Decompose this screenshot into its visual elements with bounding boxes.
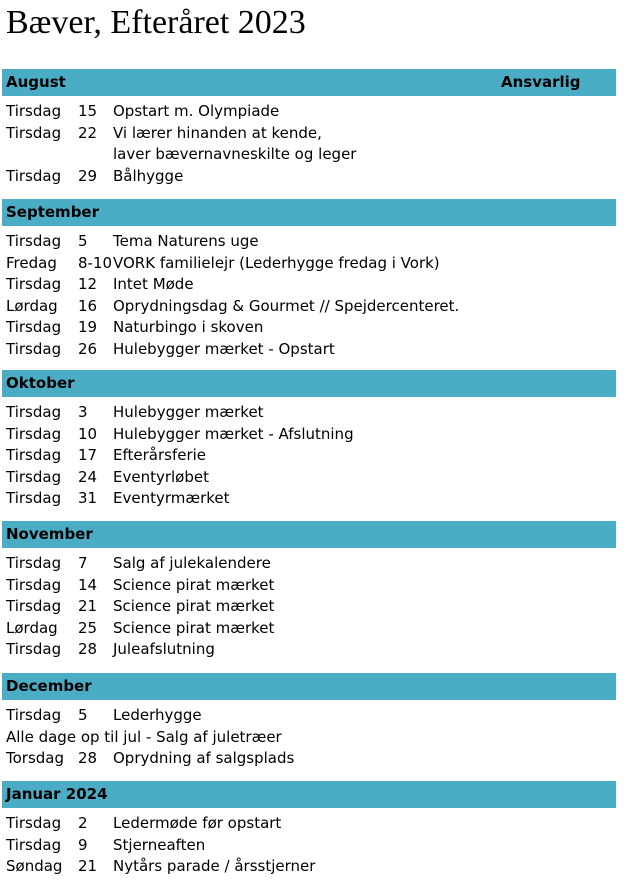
section-title: December — [6, 677, 92, 695]
event-description: Ledermøde før opstart — [113, 814, 282, 832]
section-title: November — [6, 525, 93, 543]
event-description: Hulebygger mærket — [113, 403, 264, 421]
section-header — [2, 781, 616, 808]
event-date: 19 — [78, 318, 98, 336]
event-description: Juleafslutning — [113, 640, 215, 658]
event-day: Torsdag — [6, 749, 65, 767]
event-description: laver bævernavneskilte og leger — [113, 145, 357, 163]
event-day: Tirsdag — [6, 706, 62, 724]
event-date: 15 — [78, 102, 98, 120]
section-title: September — [6, 203, 99, 221]
event-date: 2 — [78, 814, 88, 832]
event-day: Tirsdag — [6, 467, 62, 486]
event-day: Fredag — [6, 253, 57, 272]
event-day: Tirsdag — [6, 318, 62, 336]
section-title: August — [6, 73, 66, 91]
event-description: Oprydning af salgsplads — [113, 749, 295, 767]
event-date: 25 — [78, 618, 98, 637]
event-day: Lørdag — [6, 296, 58, 315]
event-description: Nytårs parade / årsstjerner — [113, 857, 316, 875]
event-day: Tirsdag — [6, 102, 62, 120]
event-description: Eventyrmærket — [113, 489, 230, 507]
event-description: Alle dage op til jul - Salg af juletræer — [6, 727, 282, 746]
event-description: Science pirat mærket — [113, 575, 275, 594]
event-description: Hulebygger mærket - Afslutning — [113, 424, 354, 443]
event-date: 26 — [78, 339, 98, 358]
event-day: Tirsdag — [6, 489, 62, 507]
section-header — [2, 199, 616, 226]
event-date: 12 — [78, 275, 98, 293]
event-date: 21 — [78, 857, 98, 875]
event-description: VORK familielejr (Lederhygge fredag i Vork) — [113, 253, 440, 272]
event-date: 5 — [78, 706, 88, 724]
event-date: 9 — [78, 835, 88, 854]
event-description: Science pirat mærket — [113, 597, 275, 615]
event-description: Naturbingo i skoven — [113, 318, 264, 336]
section-header — [2, 370, 616, 397]
event-day: Tirsdag — [6, 575, 62, 594]
event-description: Science pirat mærket — [113, 618, 275, 637]
event-date: 21 — [78, 597, 98, 615]
event-day: Tirsdag — [6, 640, 62, 658]
event-date: 28 — [78, 640, 98, 658]
event-date: 5 — [78, 232, 88, 250]
event-date: 31 — [78, 489, 98, 507]
section-header — [2, 521, 616, 548]
event-description: Eventyrløbet — [113, 467, 209, 486]
event-description: Hulebygger mærket - Opstart — [113, 339, 335, 358]
event-day: Tirsdag — [6, 554, 62, 572]
event-day: Tirsdag — [6, 339, 62, 358]
section-title: Oktober — [6, 374, 75, 392]
event-day: Lørdag — [6, 618, 58, 637]
event-day: Tirsdag — [6, 814, 62, 832]
event-description: Tema Naturens uge — [113, 232, 259, 250]
event-description: Lederhygge — [113, 706, 202, 724]
event-date: 8-10 — [78, 253, 113, 272]
event-day: Søndag — [6, 857, 63, 875]
event-date: 14 — [78, 575, 98, 594]
event-description: Opstart m. Olympiade — [113, 102, 280, 120]
event-date: 17 — [78, 446, 98, 464]
section-title: Januar 2024 — [6, 785, 108, 803]
event-day: Tirsdag — [6, 835, 62, 854]
event-description: Stjerneaften — [113, 835, 206, 854]
event-date: 24 — [78, 467, 98, 486]
page-title: Bæver, Efteråret 2023 — [6, 4, 306, 41]
event-day: Tirsdag — [6, 446, 62, 464]
event-date: 7 — [78, 554, 88, 572]
event-day: Tirsdag — [6, 597, 62, 615]
section-header — [2, 69, 616, 96]
event-description: Efterårsferie — [113, 446, 207, 464]
event-day: Tirsdag — [6, 403, 62, 421]
event-date: 10 — [78, 424, 98, 443]
event-date: 3 — [78, 403, 88, 421]
responsible-column-label: Ansvarlig — [501, 73, 581, 91]
event-date: 22 — [78, 123, 98, 142]
event-day: Tirsdag — [6, 166, 62, 185]
event-day: Tirsdag — [6, 123, 62, 142]
event-description: Salg af julekalendere — [113, 554, 271, 572]
event-description: Bålhygge — [113, 166, 184, 185]
event-day: Tirsdag — [6, 232, 62, 250]
event-date: 16 — [78, 296, 98, 315]
event-day: Tirsdag — [6, 275, 62, 293]
event-description: Oprydningsdag & Gourmet // Spejdercenteret. — [113, 296, 460, 315]
event-day: Tirsdag — [6, 424, 62, 443]
event-description: Intet Møde — [113, 275, 194, 293]
event-date: 28 — [78, 749, 98, 767]
event-description: Vi lærer hinanden at kende, — [113, 123, 322, 142]
section-header — [2, 673, 616, 700]
event-date: 29 — [78, 166, 98, 185]
